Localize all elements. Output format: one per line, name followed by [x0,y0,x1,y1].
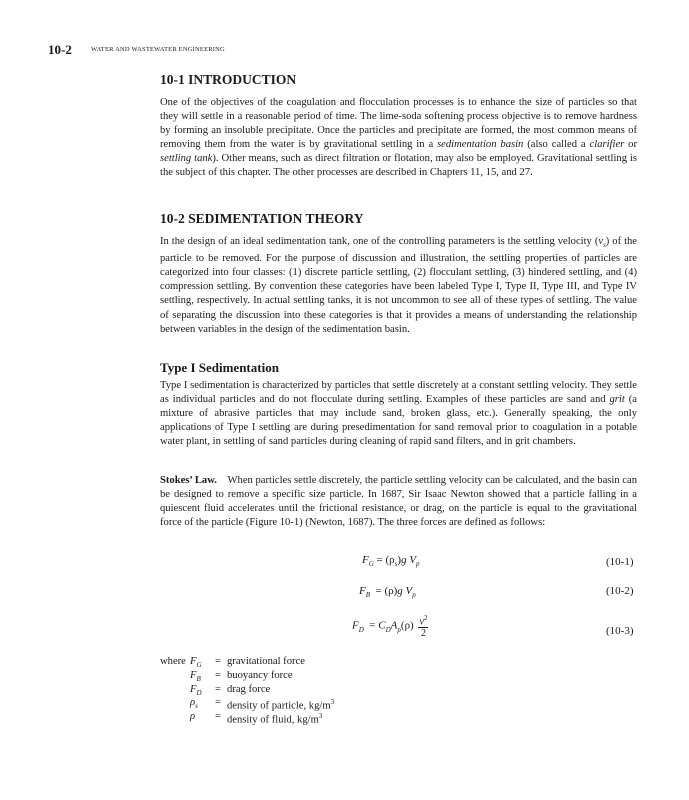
type1-paragraph [160,379,637,449]
stokes-paragraph [160,474,637,530]
running-head: WATER AND WASTEWATER ENGINEERING [91,46,225,53]
definition-desc: gravitational force [227,656,305,667]
definition-symbol: $F_B$ [190,669,201,683]
definition-desc: drag force [227,683,271,695]
equation-10-3: $F_D = C_DA_p(\rho)$ $\frac{v^2}{2}$ [352,614,428,640]
intro-text-d: ). Other means, such as direct filtration or flotation, may also be employed. Gravitational settling is the subject of this chapter. The other processes are described in Chapters 11, 15, and 27. [160,153,637,179]
stokes-law-runin: Stokes’ Law. [160,475,217,486]
theory-paragraph-wrap [160,235,637,337]
stokes-paragraph-wrap [160,474,637,530]
theory-section [160,211,637,227]
subheading-type1: Type I Sedimentation [160,360,279,375]
theory-text-b: ) of the particle to be removed. For the purpose of discussion and illustration, the settling properties of particles are categorized into four classes: (1) discrete particle settling, (2) flocculant settling, (3) hindered settling, and (4) compression settling. By convention these categories have been labeled Type I, Type II, Type III, and Type IV settling, respectively. In actual settling tanks, it is not uncommon to see all of these types of settling. The value of separating the discussion into these categories is that it provides a means of understanding the relationship between variables in the design of the sedimentation basin. [160,236,638,335]
definition-symbol: $\rho_s$ [190,697,198,711]
definition-symbol: ρ [190,711,196,723]
settling-velocity-symbol: $v_s$ [598,236,606,250]
definition-desc: buoyancy force [227,669,293,681]
term-clarifier: clarifier [589,139,625,151]
term-sedimentation-basin: sedimentation basin [437,139,524,151]
type1-paragraph-wrap [160,379,637,449]
type1-section [160,360,637,376]
where-label: where [160,656,186,667]
type1-text-b: (a mixture of abrasive particles that may include sand, broken glass, etc.). Generally speaking, the only applications of Type I settling are during presedimentation for sand removal prior to coagulation in a potable water plant, in settling of sand particles during cleaning of rapid sand filters, and in grit chambers. [160,394,637,448]
theory-paragraph [160,235,637,337]
intro-paragraph [160,96,637,181]
page-number: 10-2 [48,42,72,57]
equation-number-10-1: (10-1) [606,556,634,568]
intro-paragraph-wrap [160,96,637,181]
equation-10-1: $F_G = (\rho_s)g$ $V_p$ [362,554,420,569]
equation-10-2: $F_B = (\rho)g$ $V_p$ [359,585,416,600]
definition-symbol: $F_G$ [190,656,202,670]
definition-desc: density of fluid, $kg/m^3$ [227,712,323,726]
stokes-text: When particles settle discretely, the particle settling velocity can be calculated, and the basin can be designed to remove a specific size particle. In 1687, Sir Isaac Newton showed that a particle falling in a quiescent fluid accelerates until the frictional resistance, or drag, on the particle is equal to the gravitational force of the particle (Figure 10-1) (Newton, 1687). The three forces are defined as follows: [160,475,638,529]
intro-section [160,72,637,88]
section-heading-introduction: 10-1 INTRODUCTION [160,72,297,87]
equation-number-10-3: (10-3) [606,625,634,637]
definition-symbol: $F_D$ [190,683,202,697]
definition-desc: density of particle, $kg/m^3$ [227,698,335,712]
intro-text-c: or [624,139,638,151]
term-grit: grit [609,394,625,406]
intro-text-a: One of the objectives of the coagulation and flocculation processes is to enhance the size of particles so that they will settle in a reasonable period of time. The lime-soda softening process objective is to remove hardness by forming an insoluble precipitate. Once the particles and precipitate are formed, the most common means of removing them from the water is by gravitational settling in a [160,97,637,151]
theory-text-a: In the design of an ideal sedimentation tank, one of the controlling parameters is the settling velocity ( [160,236,599,247]
term-settling-tank: settling tank [160,153,213,165]
type1-text-a: Type I sedimentation is characterized by particles that settle discretely at a constant settling velocity. They settle as individual particles and do not flocculate during settling. Examples of these particles are sand and [160,380,637,406]
fraction-v2-over-2: $\frac{v^2}{2}$ [419,614,428,640]
intro-text-b: (also called a [523,139,590,151]
section-heading-sedimentation-theory: 10-2 SEDIMENTATION THEORY [160,211,364,226]
equation-number-10-2: (10-2) [606,585,634,597]
